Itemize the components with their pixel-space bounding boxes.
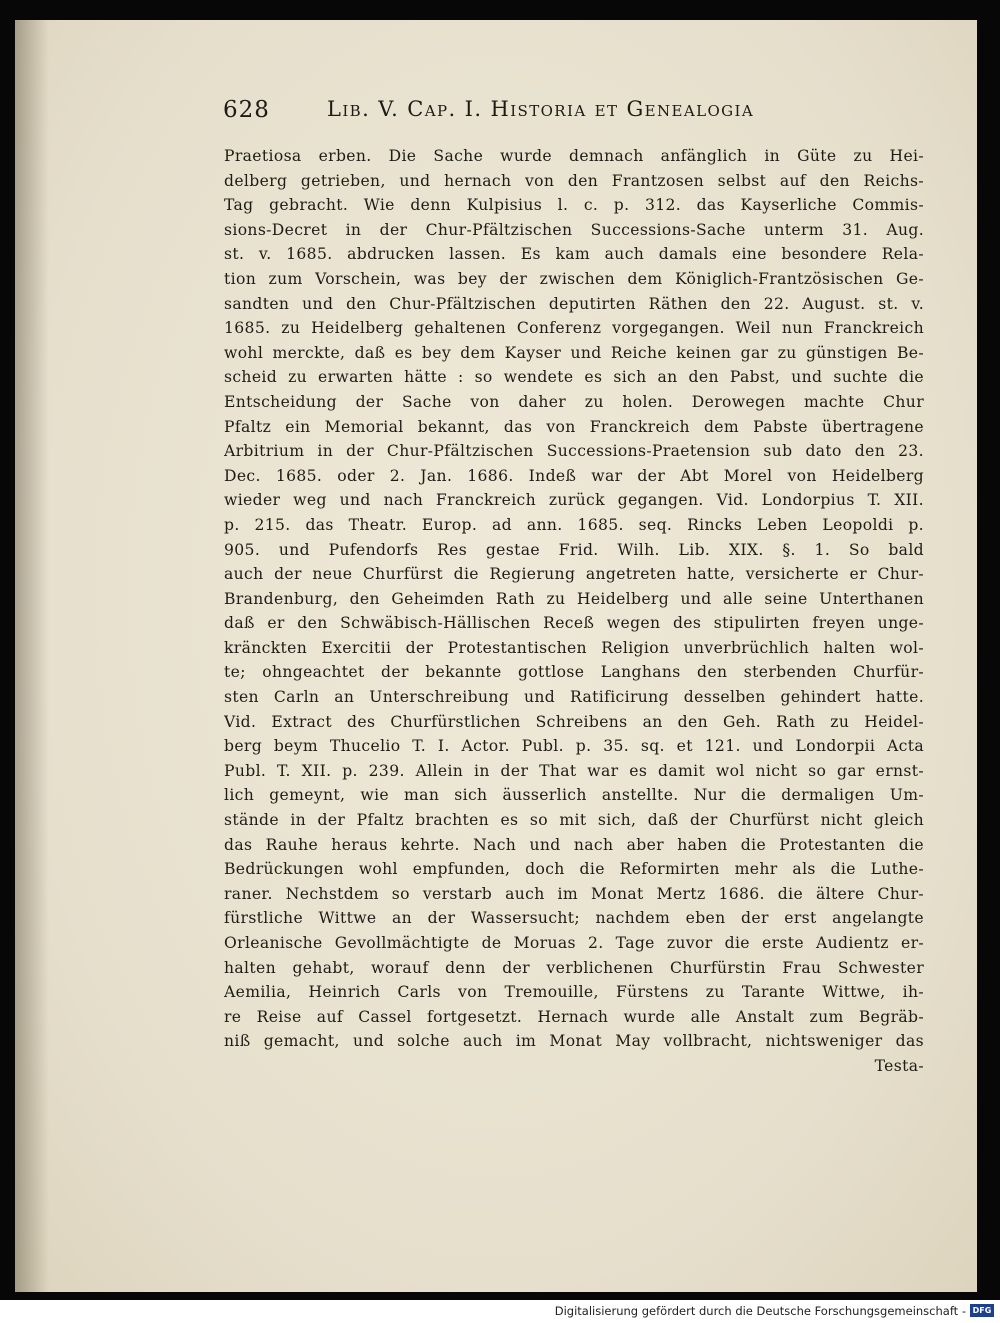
text-line: delberg getrieben, und hernach von den Frantzosen selbst auf den Reichs- xyxy=(224,171,924,190)
text-line: halten gehabt, worauf denn der verblichenen Churfürstin Frau Schwester xyxy=(224,958,924,977)
footer-credit: Digitalisierung gefördert durch die Deutsche Forschungsgemeinschaft - xyxy=(554,1304,966,1318)
text-line: Dec. 1685. oder 2. Jan. 1686. Indeß war der Abt Morel von Heidelberg xyxy=(224,466,924,485)
text-line: wieder weg und nach Franckreich zurück gegangen. Vid. Londorpius T. XII. xyxy=(224,491,924,510)
text-line: Orleanische Gevollmächtigte de Moruas 2. Tage zuvor die erste Audientz er- xyxy=(224,934,924,952)
text-line: sten Carln an Unterschreibung und Ratificirung desselben gehindert hatte. xyxy=(224,688,924,707)
text-line: kränckten Exercitii der Protestantischen Religion unverbrüchlich halten wol- xyxy=(224,638,924,657)
text-line: tion zum Vorschein, was bey der zwischen dem Königlich-Frantzösischen Ge- xyxy=(224,269,924,288)
text-line: Bedrückungen wohl empfunden, doch die Reformirten mehr als die Luthe- xyxy=(224,860,924,879)
text-line: te; ohngeachtet der bekannte gottlose Langhans den sterbenden Churfür- xyxy=(224,663,924,682)
text-line: wohl merckte, daß es bey dem Kayser und Reiche keinen gar zu günstigen Be- xyxy=(224,343,924,362)
text-line: Aemilia, Heinrich Carls von Tremouille, Fürstens zu Tarante Wittwe, ih- xyxy=(224,983,924,1002)
text-line: niß gemacht, und solche auch im Monat May vollbracht, nichtsweniger das xyxy=(224,1032,924,1051)
text-line: Vid. Extract des Churfürstlichen Schreibens an den Geh. Rath zu Heidel- xyxy=(224,712,924,731)
text-line: raner. Nechstdem so verstarb auch im Monat Mertz 1686. die ältere Chur- xyxy=(224,884,924,903)
text-line: sions-Decret in der Chur-Pfältzischen Successions-Sache unterm 31. Aug. xyxy=(224,220,924,239)
text-line: Testa- xyxy=(874,1056,924,1075)
text-line: Arbitrium in der Chur-Pfältzischen Successions-Praetension sub dato den 23. xyxy=(224,442,924,461)
text-line: stände in der Pfaltz brachten es so mit sich, daß der Churfürst nicht gleich xyxy=(224,811,924,830)
text-line: Tag gebracht. Wie denn Kulpisius l. c. p. 312. das Kayserliche Commis- xyxy=(224,196,924,215)
text-line: daß er den Schwäbisch-Hällischen Receß wegen des stipulirten freyen unge- xyxy=(224,614,924,633)
text-line: Brandenburg, den Geheimden Rath zu Heidelberg und alle seine Unterthanen xyxy=(224,589,924,608)
text-line: Praetiosa erben. Die Sache wurde demnach anfänglich in Güte zu Hei- xyxy=(224,147,924,165)
text-line: Publ. T. XII. p. 239. Allein in der That war es damit wol nicht so gar ernst- xyxy=(224,761,924,780)
page-number: 628 xyxy=(223,97,270,123)
text-line: Entscheidung der Sache von daher zu holen. Derowegen machte Chur xyxy=(224,392,924,411)
running-head xyxy=(223,97,823,131)
text-line: Pfaltz ein Memorial bekannt, das von Franckreich dem Pabste übertragene xyxy=(224,417,924,436)
text-line: sandten und den Chur-Pfältzischen deputirten Räthen den 22. August. st. v. xyxy=(224,294,924,313)
dfg-logo: DFG xyxy=(970,1304,994,1317)
text-line: re Reise auf Cassel fortgesetzt. Hernach wurde alle Anstalt zum Begräb- xyxy=(224,1007,924,1026)
text-line: das Rauhe heraus kehrte. Nach und nach aber haben die Protestanten die xyxy=(224,835,924,854)
text-line: berg beym Thucelio T. I. Actor. Publ. p. 35. sq. et 121. und Londorpii Acta xyxy=(224,737,924,756)
text-line: p. 215. das Theatr. Europ. ad ann. 1685. seq. Rincks Leben Leopoldi p. xyxy=(224,515,924,534)
footer-bar xyxy=(0,1300,1000,1323)
text-line: 905. und Pufendorfs Res gestae Frid. Wilh. Lib. XIX. §. 1. So bald xyxy=(224,540,924,559)
text-line: fürstliche Wittwe an der Wassersucht; nachdem eben der erst angelangte xyxy=(224,909,924,928)
gutter-shadow xyxy=(15,20,49,1292)
text-line: scheid zu erwarten hätte : so wendete es sich an den Pabst, und suchte die xyxy=(224,368,924,387)
text-line: st. v. 1685. abdrucken lassen. Es kam auch damals eine besondere Rela- xyxy=(224,245,924,264)
text-line: lich gemeynt, wie man sich äusserlich anstellte. Nur die dermaligen Um- xyxy=(224,786,924,805)
running-head-title: Lib. V. Cap. I. Historia et Genealogia xyxy=(327,97,755,121)
body-text xyxy=(224,144,924,1079)
text-line: 1685. zu Heidelberg gehaltenen Conferenz vorgegangen. Weil nun Franckreich xyxy=(224,319,924,338)
text-line: auch der neue Churfürst die Regierung angetreten hatte, versicherte er Chur- xyxy=(224,565,924,584)
